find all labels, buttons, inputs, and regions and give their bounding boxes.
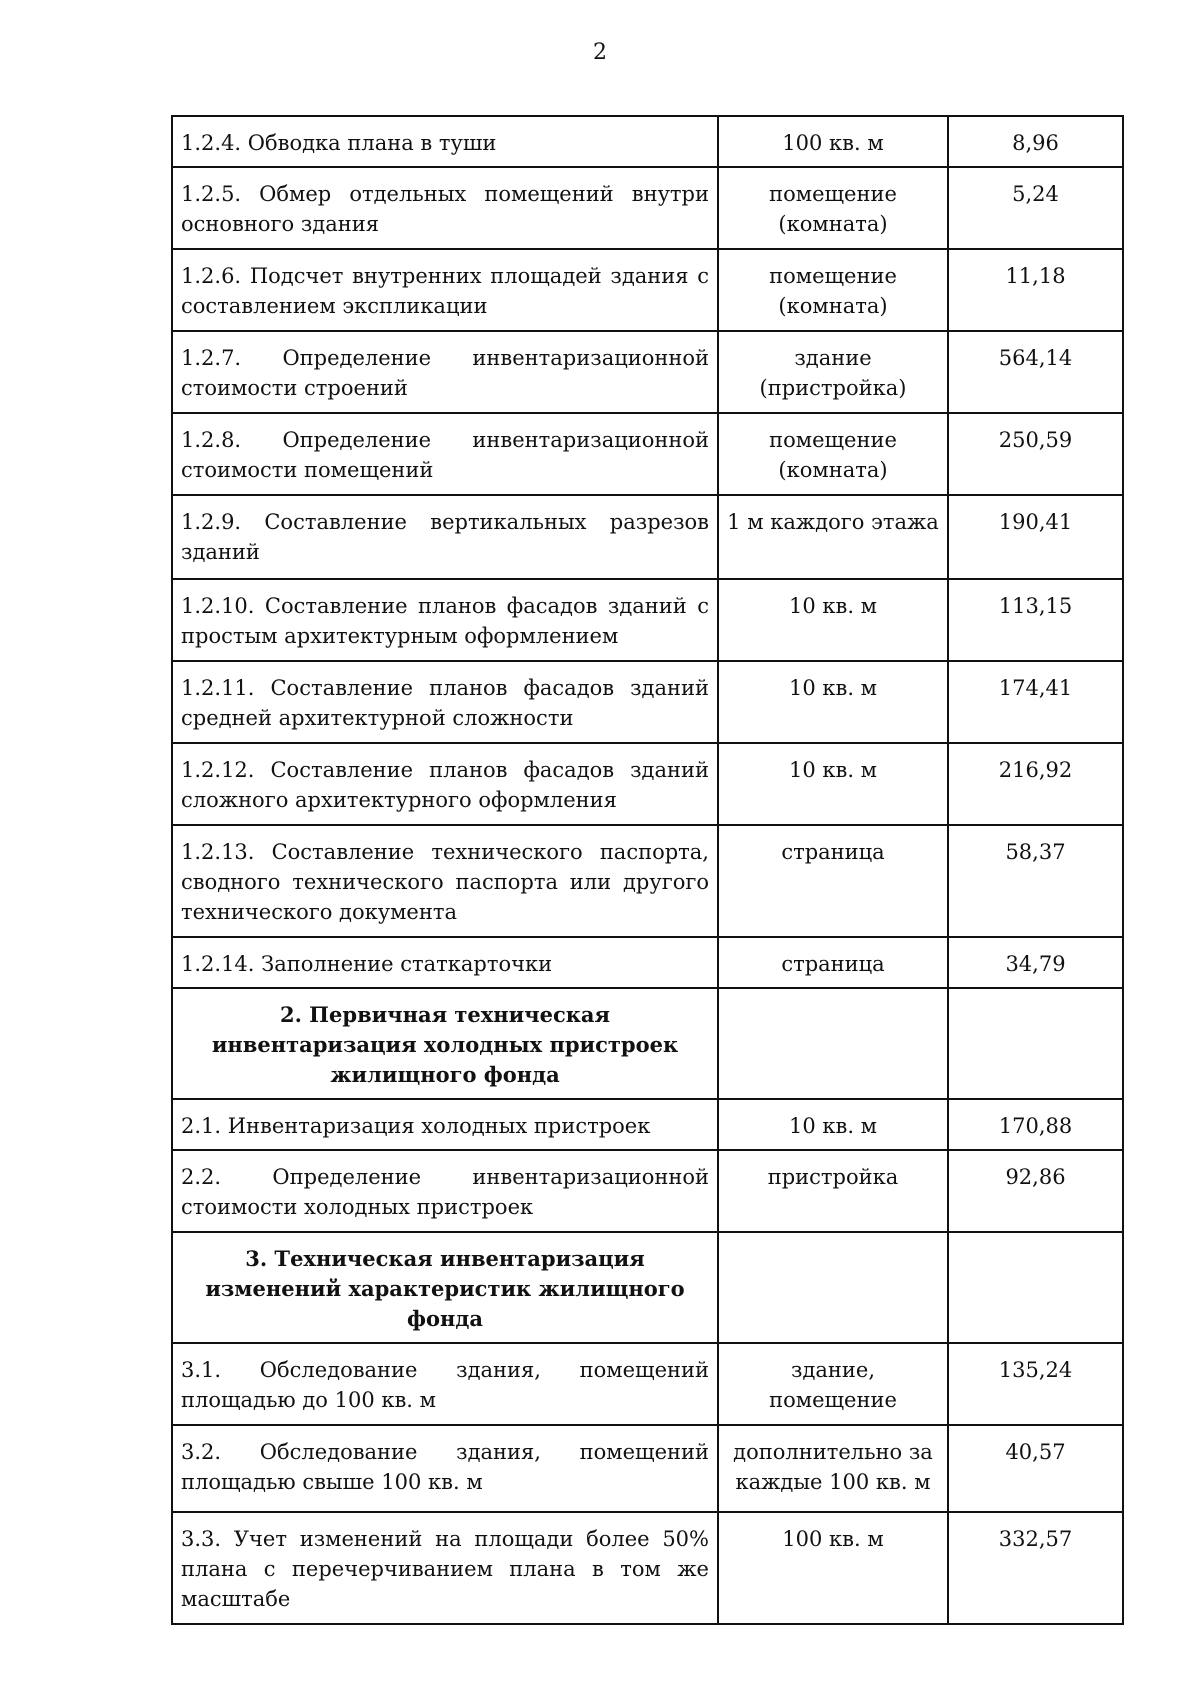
row-description: 3.2. Обследование здания, помещений площадью свыше 100 кв. м	[172, 1425, 718, 1512]
table-row	[172, 249, 1123, 331]
section-row	[172, 1232, 1123, 1343]
row-unit: помещение (комната)	[718, 413, 948, 495]
row-description: 1.2.8. Определение инвентаризационной стоимости помещений	[172, 413, 718, 495]
table-row	[172, 1343, 1123, 1425]
row-description: 3.3. Учет изменений на площади более 50% плана с перечерчиванием плана в том же масштабе	[172, 1512, 718, 1624]
row-value: 34,79	[948, 937, 1123, 988]
row-value: 250,59	[948, 413, 1123, 495]
row-value: 40,57	[948, 1425, 1123, 1512]
row-unit: помещение (комната)	[718, 249, 948, 331]
row-value: 216,92	[948, 743, 1123, 825]
table-row	[172, 116, 1123, 167]
row-value: 113,15	[948, 579, 1123, 661]
row-unit: помещение (комната)	[718, 167, 948, 249]
table-row	[172, 495, 1123, 579]
row-unit: дополнительно за каждые 100 кв. м	[718, 1425, 948, 1512]
row-description: 1.2.9. Составление вертикальных разрезов зданий	[172, 495, 718, 579]
row-unit	[718, 1232, 948, 1343]
table-row	[172, 825, 1123, 937]
row-value: 190,41	[948, 495, 1123, 579]
row-description: 1.2.6. Подсчет внутренних площадей здания с составлением экспликации	[172, 249, 718, 331]
section-row	[172, 988, 1123, 1099]
row-unit: 1 м каждого этажа	[718, 495, 948, 579]
row-description: 1.2.14. Заполнение статкарточки	[172, 937, 718, 988]
row-description: 3.1. Обследование здания, помещений площадью до 100 кв. м	[172, 1343, 718, 1425]
row-value: 92,86	[948, 1150, 1123, 1232]
row-value: 170,88	[948, 1099, 1123, 1150]
row-value: 58,37	[948, 825, 1123, 937]
row-description: 2.1. Инвентаризация холодных пристроек	[172, 1099, 718, 1150]
table-row	[172, 1099, 1123, 1150]
row-value	[948, 988, 1123, 1099]
row-value: 332,57	[948, 1512, 1123, 1624]
page-number: 2	[593, 40, 607, 65]
row-description: 1.2.4. Обводка плана в туши	[172, 116, 718, 167]
row-unit: страница	[718, 825, 948, 937]
table-row	[172, 1425, 1123, 1512]
table-row	[172, 661, 1123, 743]
row-unit: здание (пристройка)	[718, 331, 948, 413]
section-title: 3. Техническая инвентаризация изменений характеристик жилищного фонда	[172, 1232, 718, 1343]
rates-table-body	[172, 116, 1123, 1624]
row-description: 1.2.5. Обмер отдельных помещений внутри основного здания	[172, 167, 718, 249]
table-row	[172, 331, 1123, 413]
row-value: 174,41	[948, 661, 1123, 743]
row-value: 8,96	[948, 116, 1123, 167]
row-value: 5,24	[948, 167, 1123, 249]
row-unit: здание, помещение	[718, 1343, 948, 1425]
table-row	[172, 937, 1123, 988]
row-unit: пристройка	[718, 1150, 948, 1232]
row-unit: 10 кв. м	[718, 579, 948, 661]
table-row	[172, 1150, 1123, 1232]
row-value	[948, 1232, 1123, 1343]
row-unit: страница	[718, 937, 948, 988]
row-unit: 10 кв. м	[718, 743, 948, 825]
row-unit: 100 кв. м	[718, 1512, 948, 1624]
row-description: 1.2.7. Определение инвентаризационной стоимости строений	[172, 331, 718, 413]
row-value: 564,14	[948, 331, 1123, 413]
table-row	[172, 743, 1123, 825]
row-description: 1.2.12. Составление планов фасадов зданий сложного архитектурного оформления	[172, 743, 718, 825]
row-unit	[718, 988, 948, 1099]
row-description: 2.2. Определение инвентаризационной стоимости холодных пристроек	[172, 1150, 718, 1232]
row-unit: 10 кв. м	[718, 1099, 948, 1150]
row-unit: 10 кв. м	[718, 661, 948, 743]
row-description: 1.2.13. Составление технического паспорта, сводного технического паспорта или другого технического документа	[172, 825, 718, 937]
row-description: 1.2.10. Составление планов фасадов зданий с простым архитектурным оформлением	[172, 579, 718, 661]
rates-table	[171, 115, 1124, 1625]
table-row	[172, 1512, 1123, 1624]
table-row	[172, 413, 1123, 495]
row-value: 11,18	[948, 249, 1123, 331]
table-row	[172, 167, 1123, 249]
section-title: 2. Первичная техническая инвентаризация холодных пристроек жилищного фонда	[172, 988, 718, 1099]
row-description: 1.2.11. Составление планов фасадов зданий средней архитектурной сложности	[172, 661, 718, 743]
row-value: 135,24	[948, 1343, 1123, 1425]
table-row	[172, 579, 1123, 661]
row-unit: 100 кв. м	[718, 116, 948, 167]
